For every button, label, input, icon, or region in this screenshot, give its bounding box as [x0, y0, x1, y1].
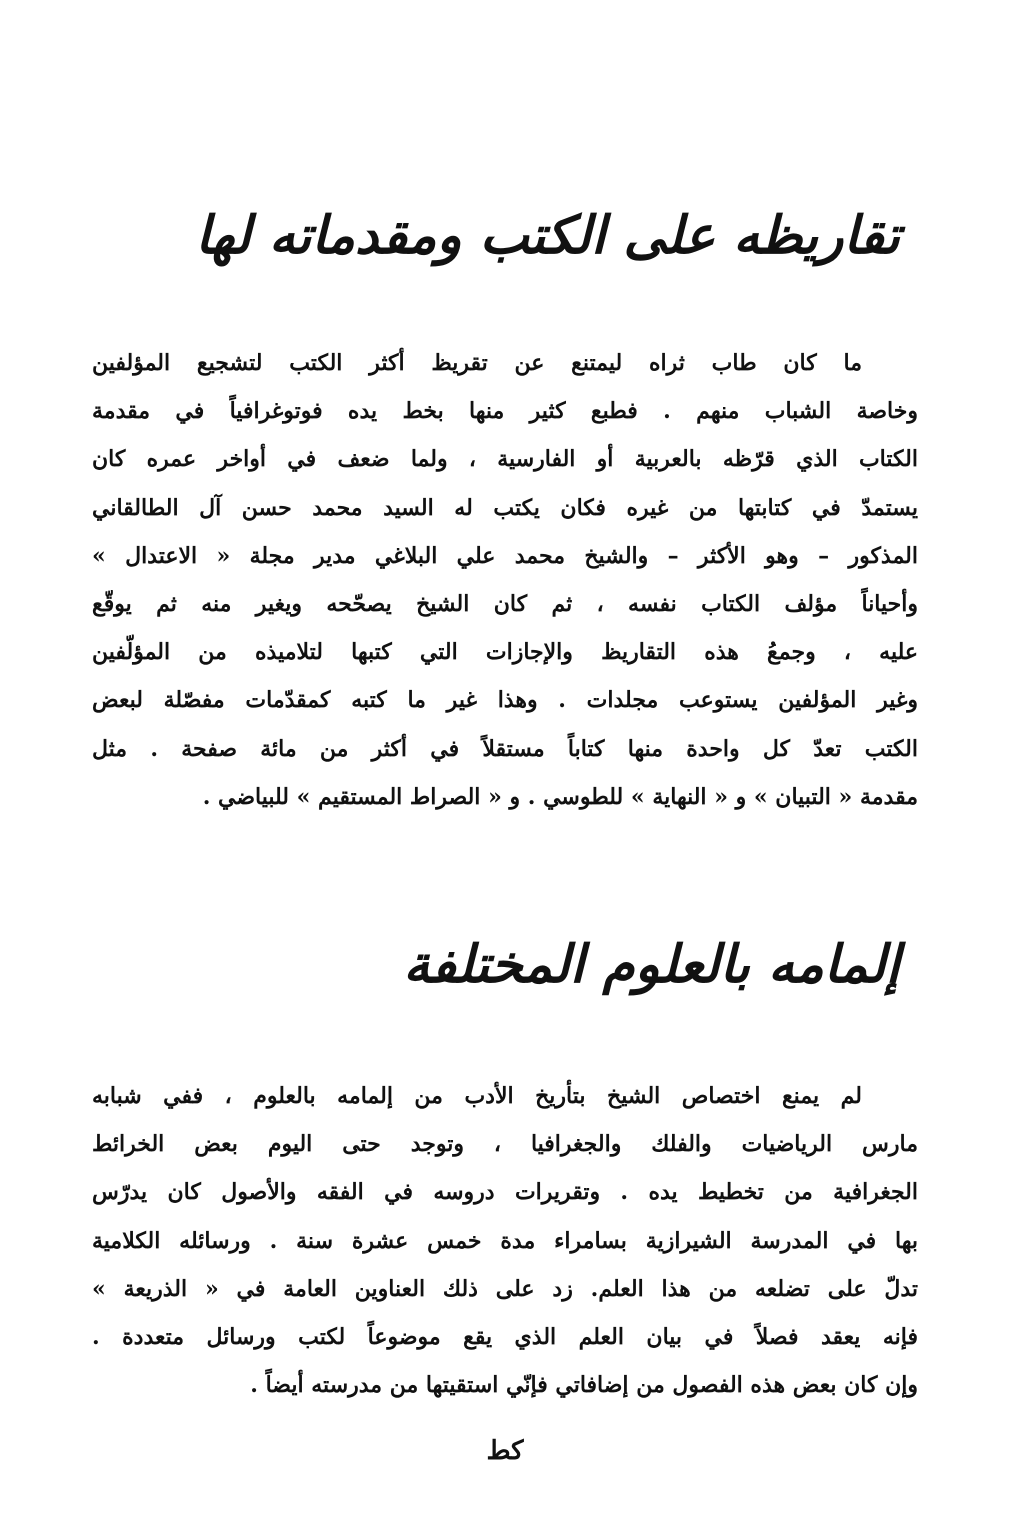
text-line: يستمدّ في كتابتها من غيره فكان يكتب له السيد محمد حسن آل الطالقاني: [92, 494, 918, 521]
text-line: الجغرافية من تخطيط يده . وتقريرات دروسه في الفقه والأصول كان يدرّس: [92, 1179, 918, 1206]
paragraph-sciences: [92, 1072, 918, 1409]
text-line: فإنه يعقد فصلاً في بيان العلم الذي يقع موضوعاً لكتب ورسائل متعددة .: [92, 1323, 918, 1350]
section-heading-endorsements: تقاريظه على الكتب ومقدماته لها: [195, 205, 900, 266]
text-line: الكتاب الذي قرّظه بالعربية أو الفارسية ، ولما ضعف في أواخر عمره كان: [92, 446, 918, 473]
text-line: وخاصة الشباب منهم . فطبع كثير منها بخط يده فوتوغرافياً في مقدمة: [92, 398, 918, 425]
text-line: ما كان طاب ثراه ليمتنع عن تقريظ أكثر الكتب لتشجيع المؤلفين: [92, 350, 862, 376]
text-line: وإن كان بعض هذه الفصول من إضافاتي فإنّي استقيتها من مدرسته أيضاً .: [250, 1372, 918, 1399]
paragraph-endorsements: [92, 339, 918, 821]
page-number: كط: [486, 1436, 524, 1466]
text-line: لم يمنع اختصاص الشيخ بتأريخ الأدب من إلمامه بالعلوم ، ففي شبابه: [92, 1083, 862, 1109]
text-line: مقدمة « التبيان » و « النهاية » للطوسي . و « الصراط المستقيم » للبياضي .: [202, 783, 918, 810]
text-line: بها في المدرسة الشيرازية بسامراء مدة خمس عشرة سنة . ورسائله الكلامية: [92, 1227, 918, 1254]
text-line: تدلّ على تضلعه من هذا العلم. زد على ذلك العناوين العامة في « الذريعة »: [92, 1275, 918, 1302]
text-line: وغير المؤلفين يستوعب مجلدات . وهذا غير ما كتبه كمقدّمات مفصّلة لبعض: [92, 687, 918, 714]
text-line: مارس الرياضيات والفلك والجغرافيا ، وتوجد حتى اليوم بعض الخرائط: [92, 1131, 918, 1158]
text-line: وأحياناً مؤلف الكتاب نفسه ، ثم كان الشيخ يصحّحه ويغير منه ثم يوقّع: [92, 590, 918, 617]
section-heading-sciences: إلمامه بالعلوم المختلفة: [403, 934, 900, 995]
text-line: الكتب تعدّ كل واحدة منها كتاباً مستقلاً في أكثر من مائة صفحة . مثل: [92, 735, 918, 762]
text-line: عليه ، وجمعُ هذه التقاريظ والإجازات التي كتبها لتلاميذه من المؤلّفين: [92, 639, 918, 666]
text-line: المذكور – وهو الأكثر – والشيخ محمد علي البلاغي مدير مجلة « الاعتدال »: [92, 542, 918, 569]
